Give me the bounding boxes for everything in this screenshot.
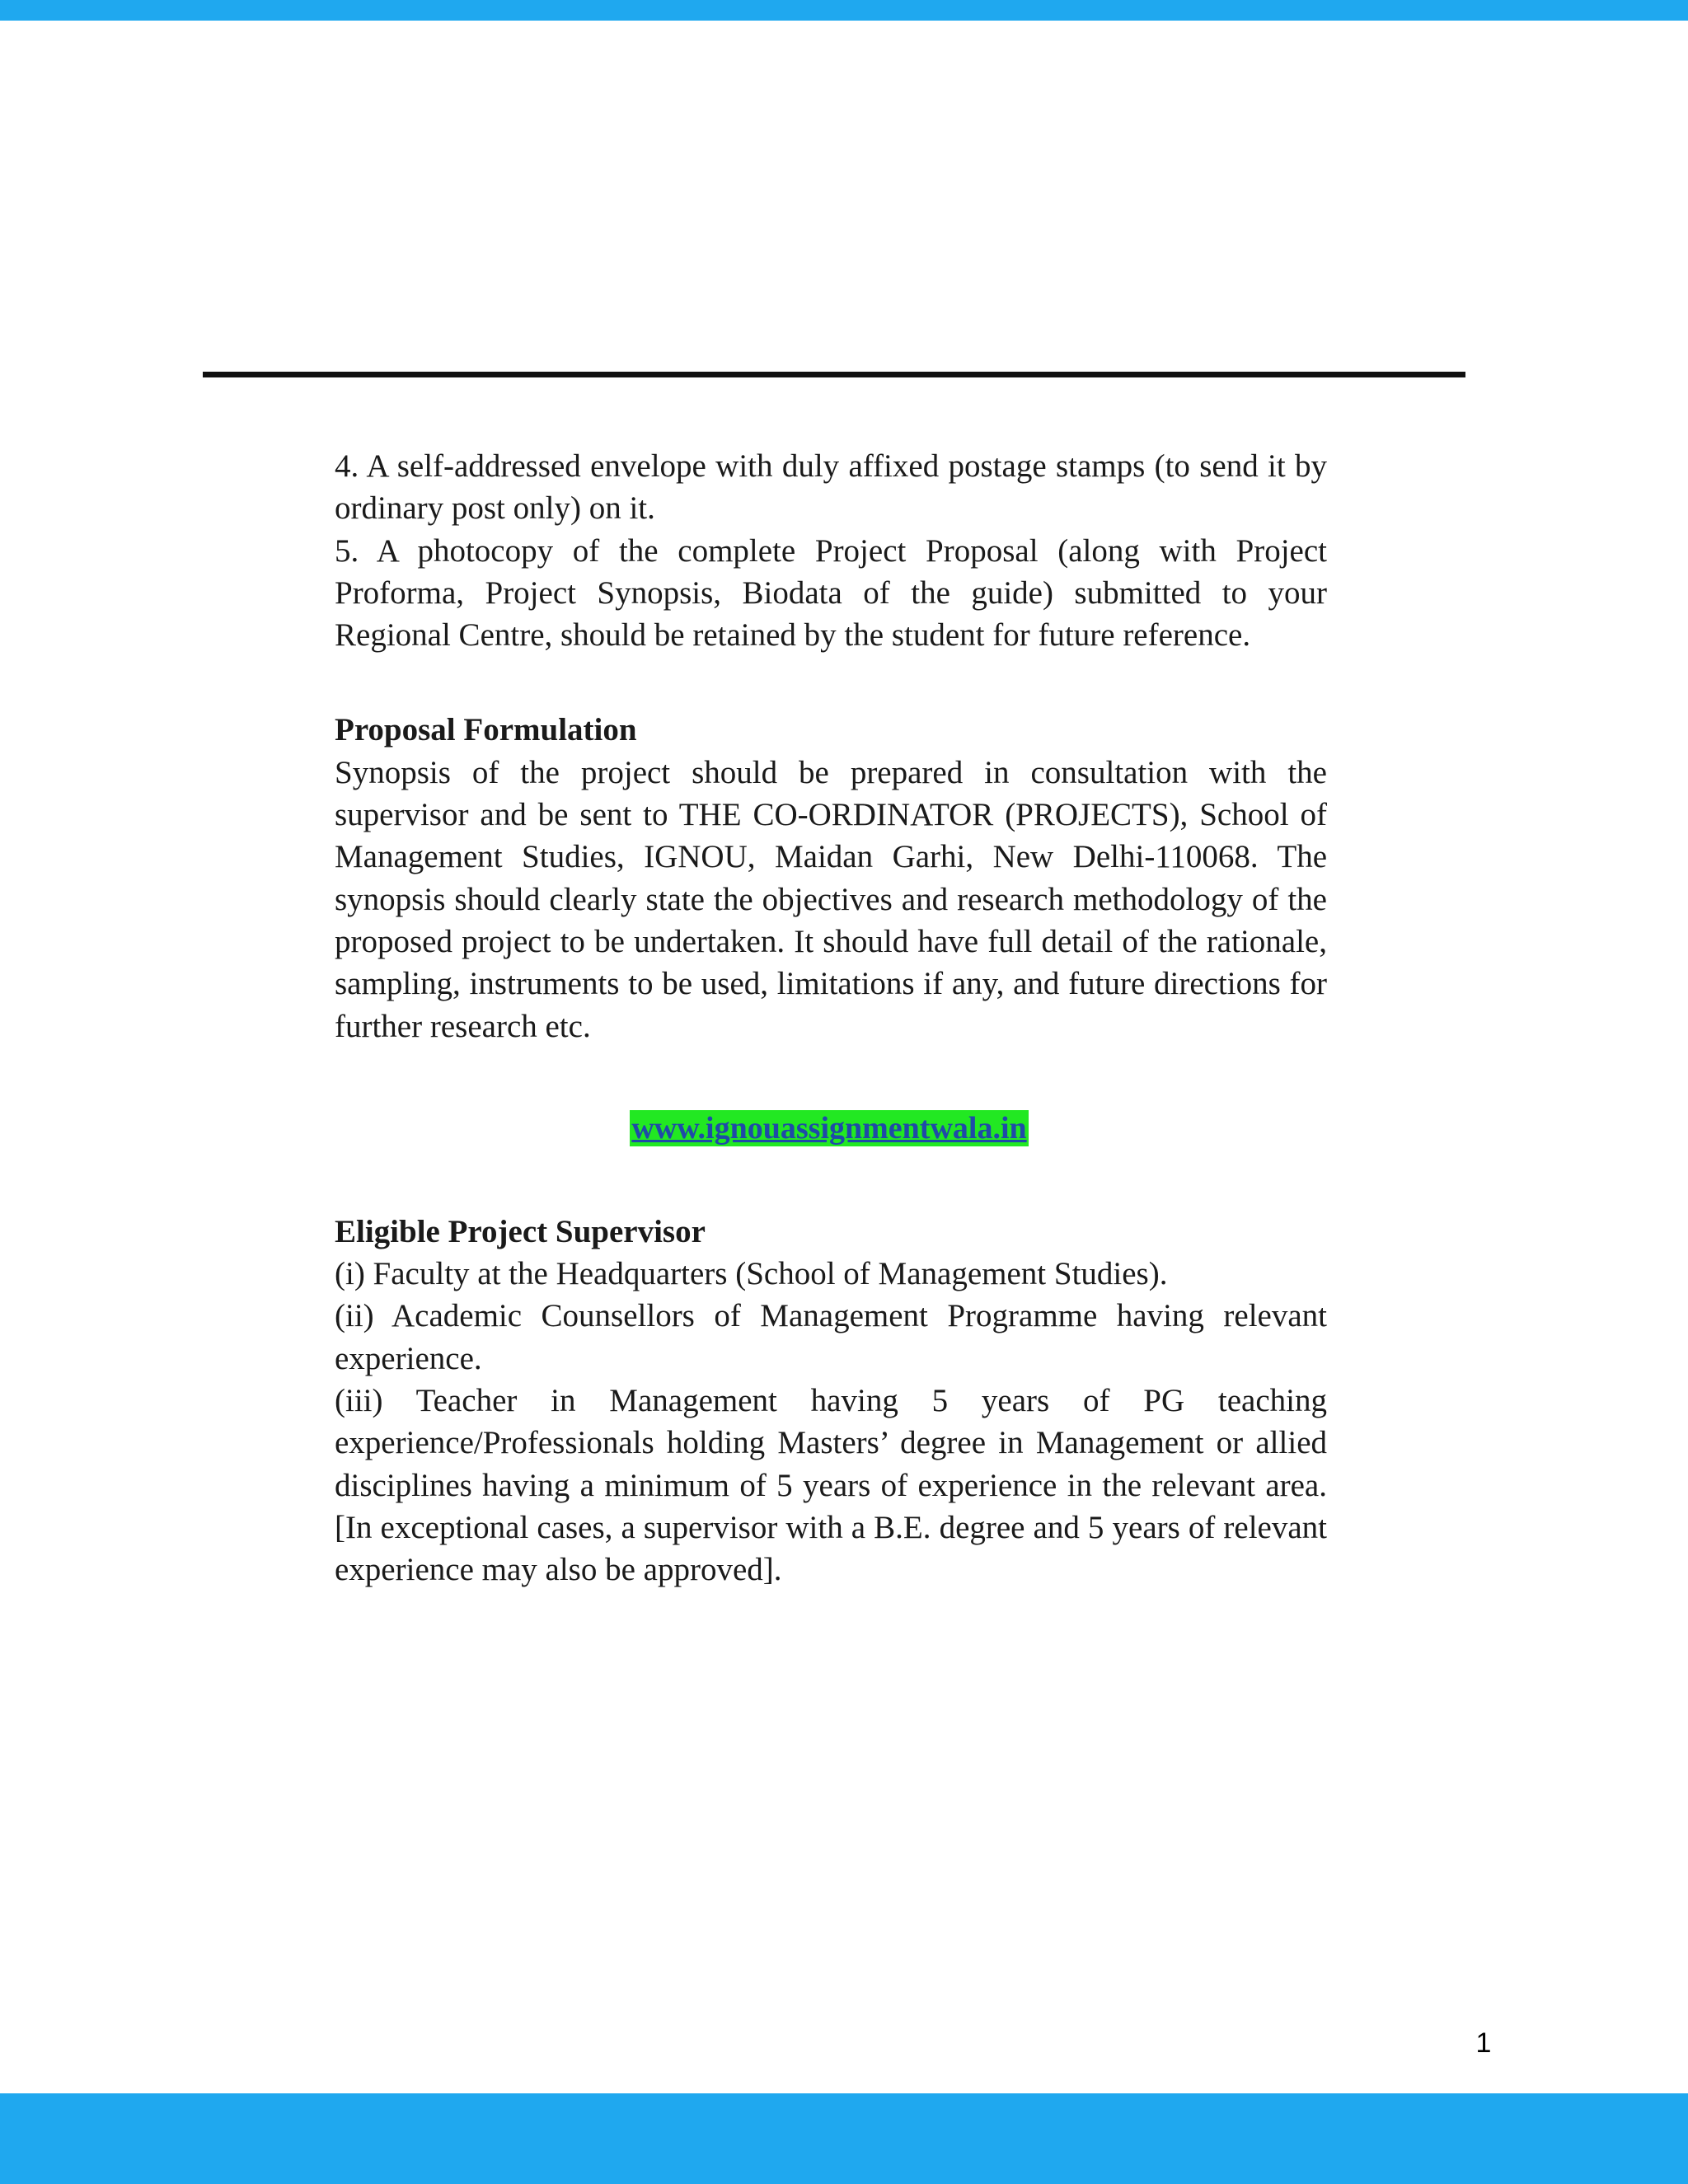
supervisor-item-iii: (iii) Teacher in Management having 5 years of PG teaching experience/Professionals holding Masters’ degree in Management or allied disciplines having a minimum of 5 years of experience in the relevant area. [In exceptional cases, a supervisor with a B.E. degree and 5 years of relevant experience may also be approved].	[335, 1383, 1327, 1588]
spacer	[335, 1047, 1327, 1108]
website-link-row	[335, 1108, 1327, 1148]
document-body	[335, 445, 1327, 1591]
top-banner	[0, 0, 1688, 21]
list-item-4: 4. A self-addressed envelope with duly affixed postage stamps (to send it by ordinary post only) on it.	[335, 448, 1327, 527]
spacer	[335, 656, 1327, 709]
header-rule	[203, 372, 1465, 377]
proposal-paragraph: Synopsis of the project should be prepared in consultation with the supervisor and be sent to THE CO-ORDINATOR (PROJECTS), School of Management Studies, IGNOU, Maidan Garhi, New Delhi-110068. The synopsis should clearly state the objectives and research methodology of the proposed project to be undertaken. It should have full detail of the rationale, sampling, instruments to be used, limitations if any, and future directions for further research etc.	[335, 754, 1327, 1044]
bottom-banner	[0, 2093, 1688, 2184]
spacer	[335, 1148, 1327, 1211]
supervisor-item-ii: (ii) Academic Counsellors of Management Programme having relevant experience.	[335, 1298, 1327, 1376]
supervisor-item-i: (i) Faculty at the Headquarters (School of Management Studies).	[335, 1256, 1168, 1292]
website-link[interactable]: www.ignouassignmentwala.in	[631, 1110, 1027, 1146]
proposal-heading: Proposal Formulation	[335, 712, 637, 748]
page-number: 1	[1475, 2027, 1492, 2059]
supervisor-heading: Eligible Project Supervisor	[335, 1213, 706, 1249]
list-item-5: 5. A photocopy of the complete Project Proposal (along with Project Proforma, Project Synopsis, Biodata of the guide) submitted to your Regional Centre, should be retained by the student for future reference.	[335, 532, 1327, 654]
